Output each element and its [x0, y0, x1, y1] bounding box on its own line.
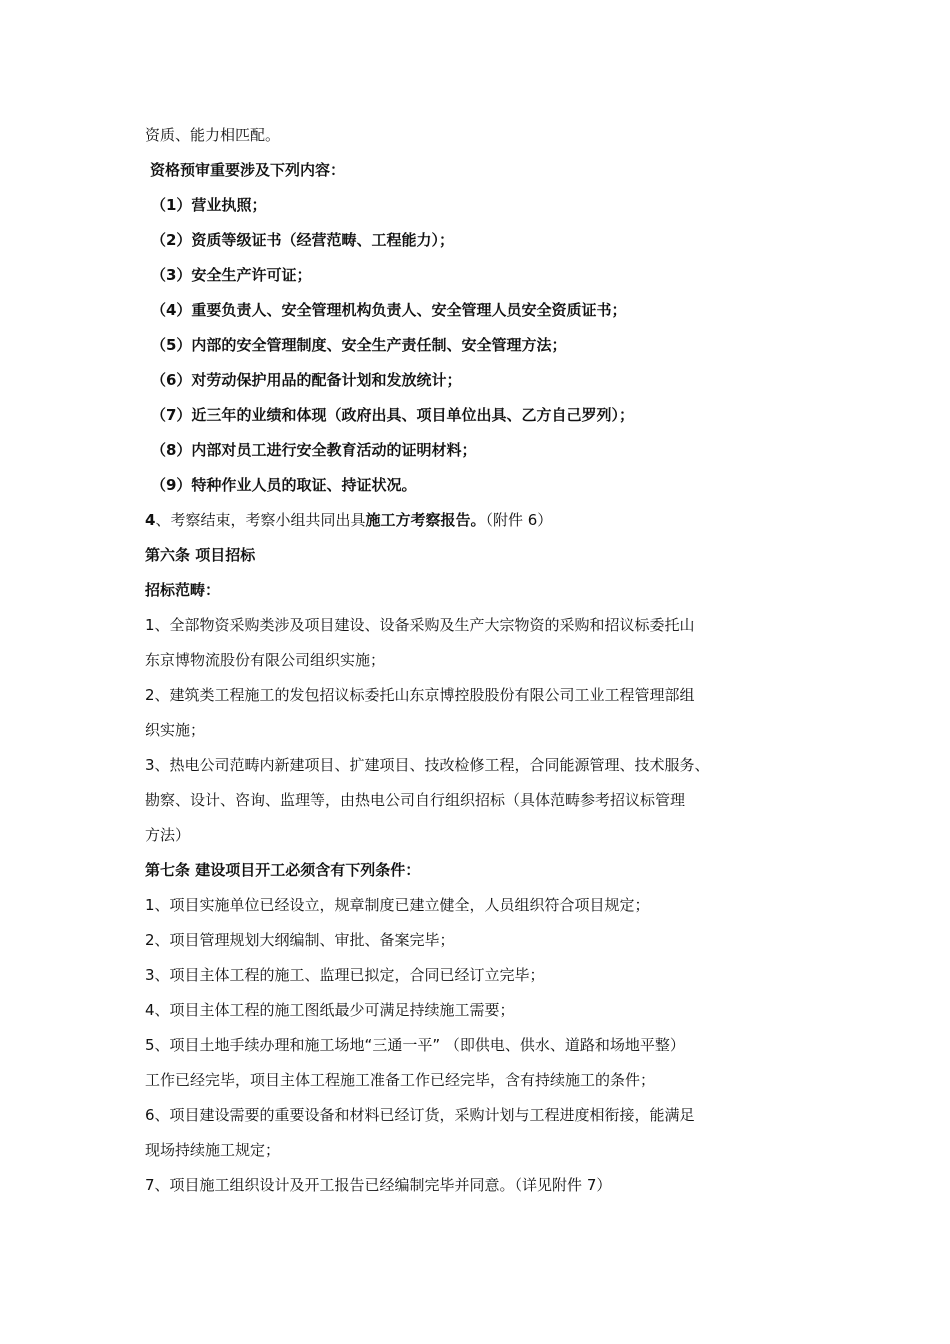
text-line: 方法） [145, 826, 191, 844]
text-line: 6、项目建设需要的重要设备和材料已经订货，采购计划与工程进度相衔接，能满足 [145, 1106, 695, 1124]
article-heading: 第六条 项目招标 [145, 546, 256, 564]
text-line: 织实施； [145, 721, 206, 739]
text-segment: 、考察结束，考察小组共同出具 [155, 511, 366, 529]
text-line: 7、项目施工组织设计及开工报告已经编制完毕并同意。（详见附件 7） [145, 1176, 612, 1194]
text-line: 资质、能力相匹配。 [145, 126, 281, 144]
list-item: （2）资质等级证书（经营范畴、工程能力）； [151, 231, 454, 249]
text-line: 2、建筑类工程施工的发包招议标委托山东京博控股股份有限公司工业工程管理部组 [145, 686, 695, 704]
attachment-ref: （附件 6） [485, 511, 553, 529]
list-item: （1）营业执照； [151, 196, 267, 214]
list-item: （4）重要负责人、安全管理机构负责人、安全管理人员安全资质证书； [151, 301, 627, 319]
text-line: 工作已经完毕，项目主体工程施工准备工作已经完毕，含有持续施工的条件； [145, 1071, 656, 1089]
list-item: （5）内部的安全管理制度、安全生产责任制、安全管理方法； [151, 336, 567, 354]
list-item: （9）特种作业人员的取证、持证状况。 [151, 476, 417, 494]
article-heading: 第七条 建设项目开工必须含有下列条件： [145, 861, 421, 879]
text-line: 东京博物流股份有限公司组织实施； [145, 651, 386, 669]
text-line: 勘察、设计、咨询、监理等，由热电公司自行组织招标（具体范畴参考招议标管理 [145, 791, 686, 809]
list-item: （3）安全生产许可证； [151, 266, 312, 284]
text-line: 5、项目土地手续办理和施工场地“三通一平” （即供电、供水、道路和场地平整） [145, 1036, 685, 1054]
section-heading: 资格预审重要涉及下列内容： [150, 161, 346, 179]
text-line: 现场持续施工规定； [145, 1141, 281, 1159]
text-line: 3、热电公司范畴内新建项目、扩建项目、技改检修工程，合同能源管理、技术服务、 [145, 756, 710, 774]
list-item: （8）内部对员工进行安全教育活动的证明材料； [151, 441, 477, 459]
text-line [145, 510, 765, 530]
list-item: （7）近三年的业绩和体现（政府出具、项目单位出具、乙方自己罗列）； [151, 406, 634, 424]
text-line: 4、项目主体工程的施工图纸最少可满足持续施工需要； [145, 1001, 515, 1019]
text-line: 1、项目实施单位已经设立，规章制度已建立健全，人员组织符合项目规定； [145, 896, 650, 914]
text-line: 3、项目主体工程的施工、监理已拟定，合同已经订立完毕； [145, 966, 545, 984]
text-line: 2、项目管理规划大纲编制、审批、备案完毕； [145, 931, 455, 949]
section-heading: 招标范畴： [145, 581, 221, 599]
text-line: 1、全部物资采购类涉及项目建设、设备采购及生产大宗物资的采购和招议标委托山 [145, 616, 695, 634]
report-title: 施工方考察报告。 [365, 511, 486, 529]
list-item: （6）对劳动保护用品的配备计划和发放统计； [151, 371, 462, 389]
item-number: 4 [145, 511, 156, 529]
